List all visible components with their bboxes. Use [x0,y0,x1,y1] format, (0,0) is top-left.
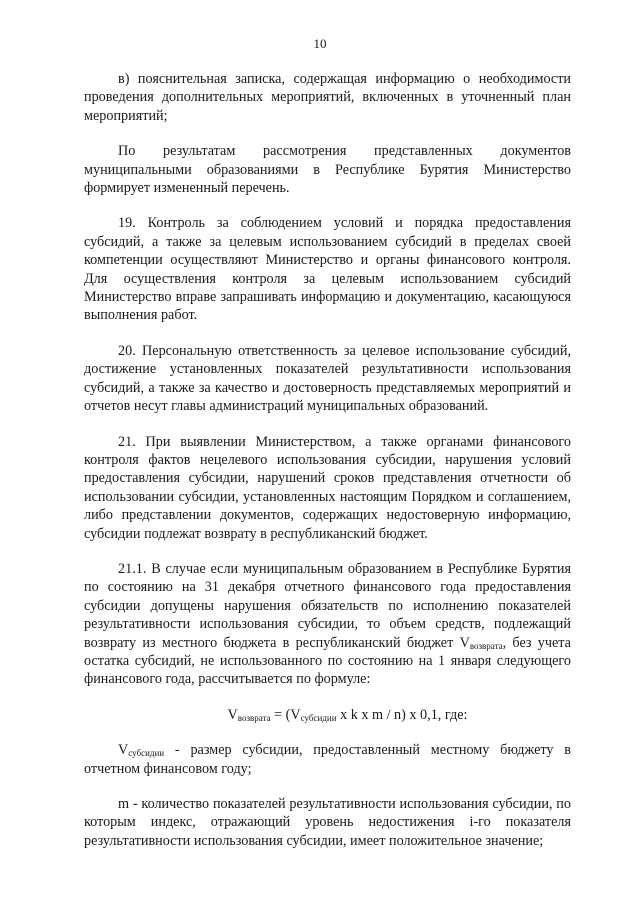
def-v-symbol: V [118,742,129,759]
paragraph-review-results: По результатам рассмотрения представленных документов муниципальными образованиями в Республике Бурятия Министерство формирует измененный перечень. [84,143,571,197]
formula-sub-return: возврата [237,712,271,723]
document-body [84,70,571,867]
paragraph-21-1-calculation [84,560,571,689]
paragraph-21-return: 21. При выявлении Министерством, а также органами финансового контроля фактов нецелевого использования субсидии, нарушения условий предоставления субсидии, нарушений сроков представления отчетности об использовании субсидии, установленных настоящим Порядком и соглашением, либо представлении документов, содержащих недостоверную информацию, субсидии подлежат возврату в республиканский бюджет. [84,433,571,542]
return-formula [84,706,571,724]
definition-v-subsidy [84,741,571,778]
paragraph-20-responsibility: 20. Персональную ответственность за целевое использование субсидий, достижение установленных показателей результативности использования субсидий, а также за качество и достоверность представляемых мероприятий и отчетов несут главы администраций муниципальных образований. [84,342,571,415]
para-21-1-before: 21.1. В случае если муниципальным образованием в Республике Бурятия по состоянию на 31 декабря отчетного финансового года предоставления субсидии допущены нарушения обязательств по исполнению показателей результативности использования субсидии, то объем средств, подлежащий возврату из местного бюджета в республиканский бюджет V [84,560,571,651]
paragraph-explanatory-note: в) пояснительная записка, содержащая информацию о необходимости проведения дополнительных мероприятий, включенных в уточненный план мероприятий; [84,71,571,124]
definition-m: m - количество показателей результативности использования субсидии, по которым индекс, отражающий уровень недостижения i-го показателя результативности использования субсидии, имеет положительное значение; [84,796,571,849]
formula-v: V [227,706,238,723]
def-v-text: - размер субсидии, предоставленный местному бюджету в отчетном финансовом году; [84,742,571,777]
formula-sub-subsidy: субсидии [300,712,337,723]
paragraph-19-control: 19. Контроль за соблюдением условий и порядка предоставления субсидий, а также за целевым использованием субсидий в пределах своей компетенции осуществляют Министерство и органы финансового контроля. Для осуществления контроля за целевым использованием субсидий Министерство вправе запрашивать информацию и документацию, касающуюся выполнения работ. [84,215,571,324]
formula-mid: = (V [270,706,301,723]
para-21-1-sub: возврата [469,640,503,651]
para-21-1-after: , без учета остатка субсидий, не использованного по состоянию на 1 января следующего финансового года, рассчитывается по формуле: [84,634,571,688]
page-number: 10 [313,36,327,51]
def-v-sub: субсидии [128,748,165,759]
formula-end: x k x m / n) x 0,1, где: [336,706,468,723]
